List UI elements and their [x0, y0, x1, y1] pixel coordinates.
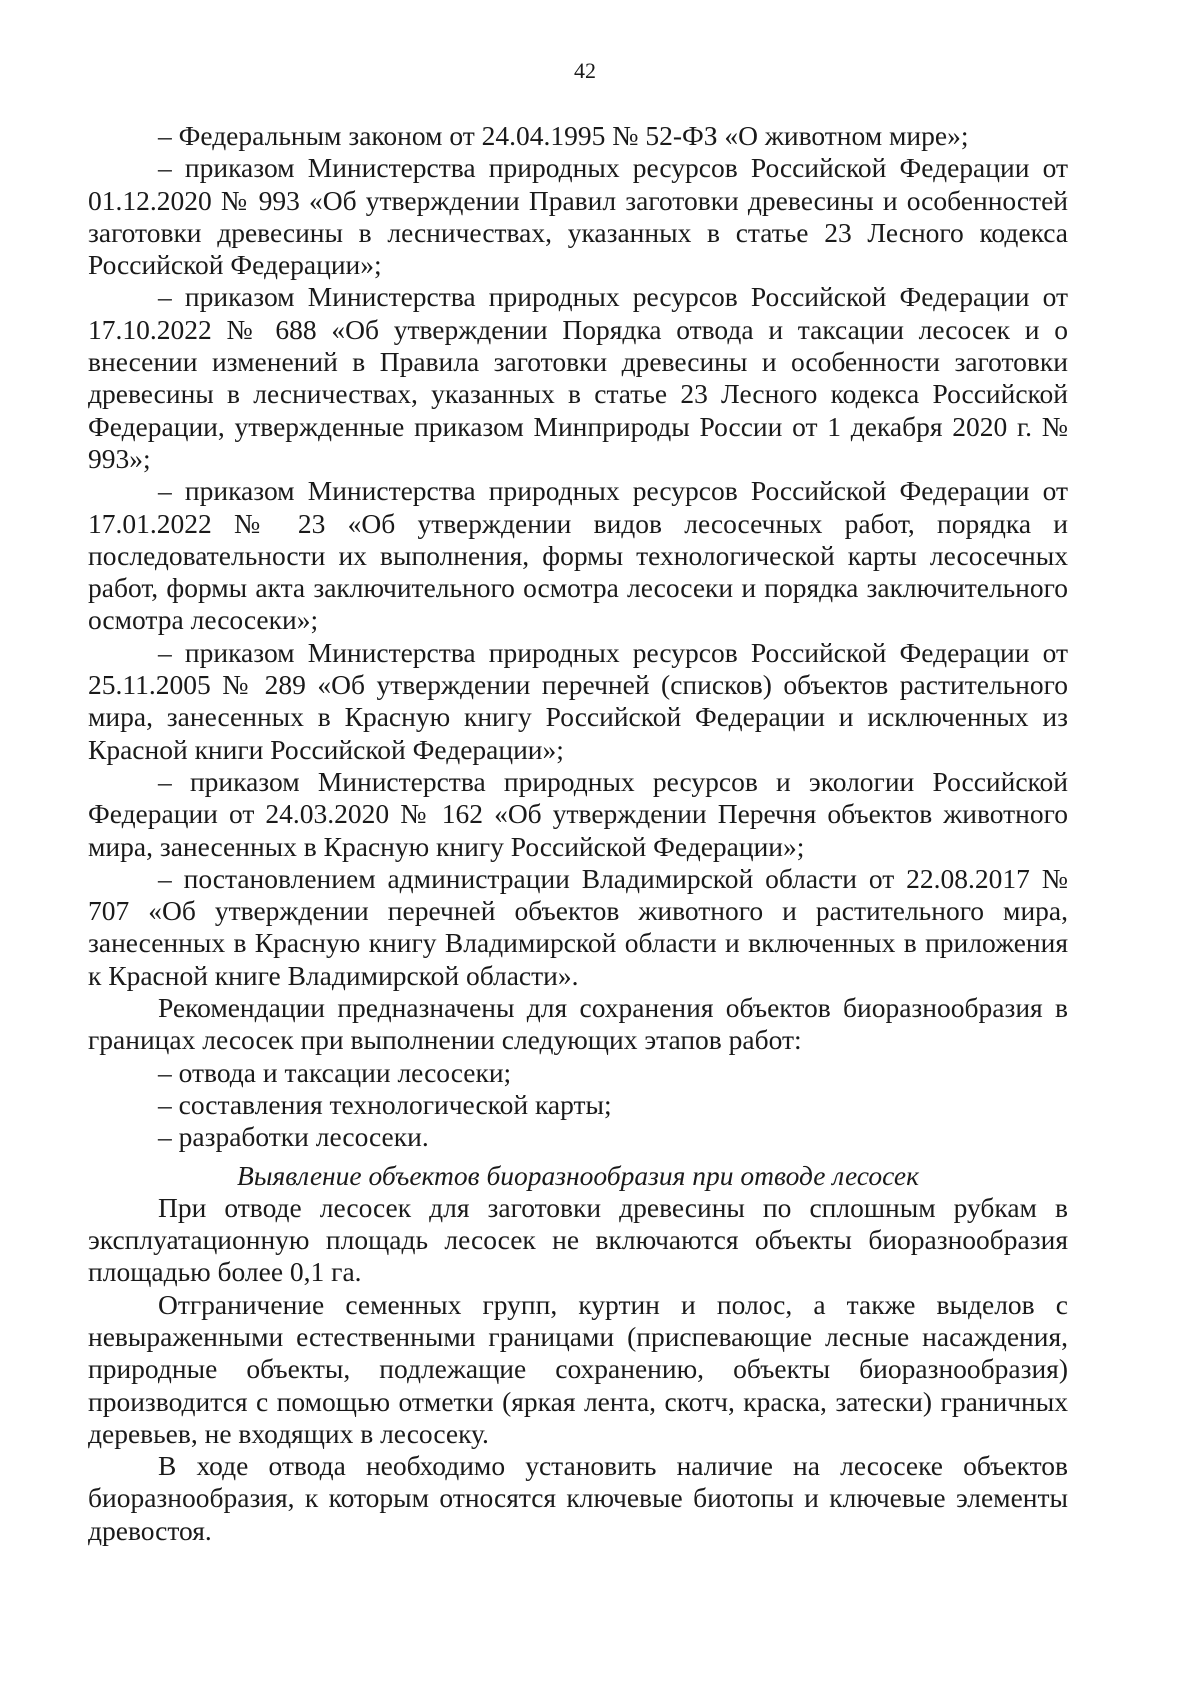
- list-item-order-23: – приказом Министерства природных ресурсов Российской Федерации от 17.01.2022 № 23 «Об утверждении видов лесосечных работ, порядка и последовательности их выполнения, формы технологической карты лесосечных работ, формы акта заключительного осмотра лесосеки и порядка заключительного осмотра лесосеки»;: [88, 475, 1068, 636]
- list-item-order-688: – приказом Министерства природных ресурсов Российской Федерации от 17.10.2022 № 688 «Об утверждении Порядка отвода и таксации лесосек и о внесении изменений в Правила заготовки древесины и особенности заготовки древесины в лесничествах, указанных в статье 23 Лесного кодекса Российской Федерации, утвержденные приказом Минприроды России от 1 декабря 2020 г. № 993»;: [88, 281, 1068, 475]
- section-paragraph-1: При отводе лесосек для заготовки древесины по сплошным рубкам в эксплуатационную площадь лесосек не включаются объекты биоразнообразия площадью более 0,1 га.: [88, 1191, 1068, 1288]
- stage-item-2: – составления технологической карты;: [88, 1089, 1068, 1121]
- list-item-resolution-707: – постановлением администрации Владимирской области от 22.08.2017 № 707 «Об утверждении перечней объектов животного и растительного мира, занесенных в Красную книгу Владимирской области и включенных в приложения к Красной книге Владимирской области».: [88, 863, 1068, 992]
- document-body: [88, 120, 1068, 1547]
- section-paragraph-3: В ходе отвода необходимо установить наличие на лесосеке объектов биоразнообразия, к которым относятся ключевые биотопы и ключевые элементы древостоя.: [88, 1450, 1068, 1546]
- list-item-order-162: – приказом Министерства природных ресурсов и экологии Российской Федерации от 24.03.2020 № 162 «Об утверждении Перечня объектов животного мира, занесенных в Красную книгу Российской Федерации»;: [88, 766, 1068, 863]
- stage-item-1: – отвода и таксации лесосеки;: [88, 1057, 1068, 1089]
- list-item-federal-law: – Федеральным законом от 24.04.1995 № 52-ФЗ «О животном мире»;: [88, 120, 1068, 152]
- recommendations-intro: Рекомендации предназначены для сохранения объектов биоразнообразия в границах лесосек при выполнении следующих этапов работ:: [88, 992, 1068, 1056]
- list-item-order-993: – приказом Министерства природных ресурсов Российской Федерации от 01.12.2020 № 993 «Об утверждении Правил заготовки древесины и особенностей заготовки древесины в лесничествах, указанных в статье 23 Лесного кодекса Российской Федерации»;: [88, 152, 1068, 281]
- stage-item-3: – разработки лесосеки.: [88, 1121, 1068, 1153]
- list-item-order-289: – приказом Министерства природных ресурсов Российской Федерации от 25.11.2005 № 289 «Об утверждении перечней (списков) объектов растительного мира, занесенных в Красную книгу Российской Федерации и исключенных из Красной книги Российской Федерации»;: [88, 637, 1068, 766]
- page-number: 42: [574, 58, 596, 83]
- section-paragraph-2: Отграничение семенных групп, куртин и полос, а также выделов с невыраженными естественными границами (приспевающие лесные насаждения, природные объекты, подлежащие сохранению, объекты биоразнообразия) производится с помощью отметки (яркая лента, скотч, краска, затески) граничных деревьев, не входящих в лесосеку.: [88, 1288, 1068, 1449]
- section-heading: Выявление объектов биоразнообразия при отводе лесосек: [237, 1159, 919, 1191]
